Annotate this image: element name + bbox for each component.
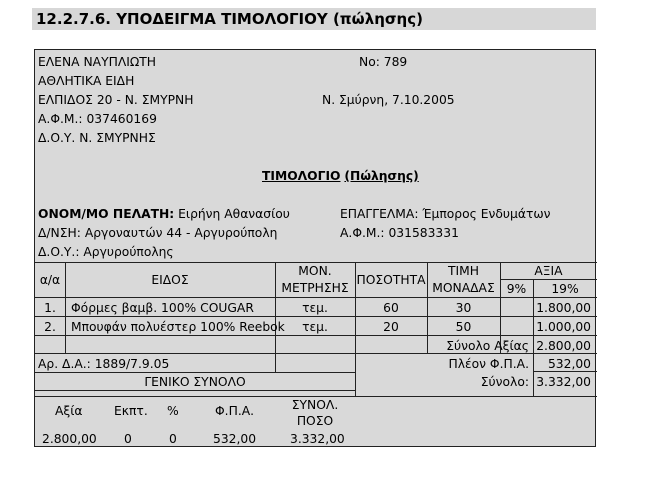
customer-name-line — [38, 207, 290, 221]
summary-header-vat: Φ.Π.Α. — [215, 404, 255, 418]
total-sum: 3.332,00 — [536, 375, 591, 389]
col-header-vat19: 19% — [551, 282, 579, 296]
row1-price: 30 — [455, 301, 472, 315]
col-header-price-line2: ΜΟΝΑΔΑΣ — [432, 281, 495, 295]
seller-business: ΑΘΛΗΤΙΚΑ ΕΙΔΗ — [38, 74, 135, 88]
col-header-qty: ΠΟΣΟΤΗΤΑ — [356, 273, 426, 287]
col-header-item: ΕΙΔΟΣ — [151, 273, 189, 287]
customer-address-label: Δ/ΝΣΗ: — [38, 226, 81, 240]
customer-afm: Α.Φ.Μ.: 031583331 — [340, 226, 459, 240]
invoice-title-sub: (Πώλησης) — [344, 169, 419, 183]
customer-address-line — [38, 226, 277, 240]
col-header-vat9: 9% — [506, 282, 527, 296]
row1-value-19: 1.800,00 — [536, 301, 591, 315]
customer-profession: ΕΠΑΓΓΕΛΜΑ: Έμπορος Ενδυμάτων — [340, 207, 551, 221]
customer-name-label: ΟΝΟΜ/ΜΟ ΠΕΛΑΤΗ: — [38, 207, 175, 221]
total-value: 2.800,00 — [536, 339, 591, 353]
row2-aa: 2. — [44, 320, 56, 334]
section-title: 12.2.7.6. ΥΠΟΔΕΙΓΜΑ ΤΙΜΟΛΟΓΙΟΥ (πώλησης) — [32, 8, 596, 30]
summary-total: 3.332,00 — [290, 432, 345, 446]
col-header-unit-line1: ΜΟΝ. — [298, 264, 332, 278]
summary-header-value: Αξία — [55, 404, 83, 418]
summary-header-percent: % — [167, 404, 179, 418]
seller-address: ΕΛΠΙΔΟΣ 20 - Ν. ΣΜΥΡΝΗ — [38, 93, 194, 107]
seller-name: ΕΛΕΝΑ ΝΑΥΠΛΙΩΤΗ — [38, 55, 157, 69]
invoice-place-date: Ν. Σμύρνη, 7.10.2005 — [322, 93, 455, 107]
total-value-label: Σύνολο Αξίας — [446, 339, 529, 353]
summary-header-total-line2: ΠΟΣΟ — [296, 414, 334, 428]
customer-name: Ειρήνη Αθανασίου — [178, 207, 290, 221]
row1-unit: τεμ. — [302, 301, 328, 315]
row2-unit: τεμ. — [302, 320, 328, 334]
row1-item: Φόρμες βαμβ. 100% COUGAR — [71, 301, 254, 315]
summary-value: 2.800,00 — [42, 432, 97, 446]
invoice-title — [262, 169, 419, 183]
row1-qty: 60 — [383, 301, 399, 315]
total-sum-label: Σύνολο: — [480, 375, 529, 389]
total-vat-label: Πλέον Φ.Π.Α. — [448, 357, 529, 371]
col-header-aa: α/α — [39, 273, 61, 287]
summary-header-total-line1: ΣΥΝΟΛ. — [291, 398, 339, 412]
row2-qty: 20 — [383, 320, 399, 334]
invoice-number: Νο: 789 — [359, 55, 408, 69]
row2-price: 50 — [455, 320, 472, 334]
row2-value-19: 1.000,00 — [536, 320, 591, 334]
col-header-unit-line2: ΜΕΤΡΗΣΗΣ — [281, 281, 349, 295]
delivery-note: Αρ. Δ.Α.: 1889/7.9.05 — [38, 357, 170, 371]
summary-discount: 0 — [124, 432, 132, 446]
invoice-title-main: ΤΙΜΟΛΟΓΙΟ — [262, 169, 341, 183]
customer-doy: Δ.Ο.Υ.: Αργυρούπολης — [38, 245, 174, 259]
row2-item: Μπουφάν πολυέστερ 100% Reebok — [71, 320, 285, 334]
customer-address: Αργοναυτών 44 - Αργυρούπολη — [84, 226, 278, 240]
summary-header-discount: Εκπτ. — [114, 404, 148, 418]
invoice-form — [34, 49, 596, 447]
col-header-value: ΑΞΙΑ — [534, 264, 563, 278]
summary-percent: 0 — [169, 432, 177, 446]
seller-afm: Α.Φ.Μ.: 037460169 — [38, 112, 157, 126]
total-vat: 532,00 — [547, 357, 591, 371]
row1-aa: 1. — [44, 301, 56, 315]
col-header-price-line1: ΤΙΜΗ — [448, 264, 479, 278]
seller-doy: Δ.Ο.Υ. Ν. ΣΜΥΡΝΗΣ — [38, 131, 156, 145]
grand-total-label: ΓΕΝΙΚΟ ΣΥΝΟΛΟ — [144, 375, 246, 389]
summary-vat: 532,00 — [213, 432, 257, 446]
